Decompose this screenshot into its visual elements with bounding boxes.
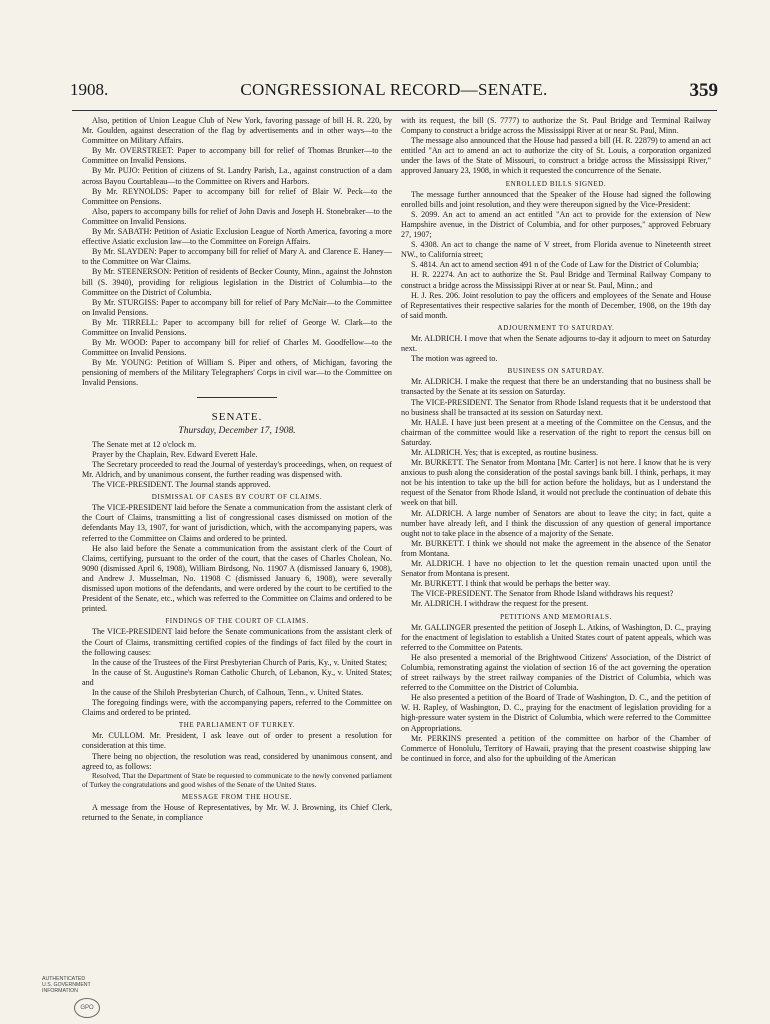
gpo-caption [42, 976, 102, 994]
paragraph: He also presented a memorial of the Brightwood Citizens' Association, of the District of Columbia, remonstrating against the violation of section 16 of the act governing the operation of street railways by the street railway companies of the District of Columbia, which was referred to the Committee on the District of Columbia. [401, 652, 711, 693]
business-block [401, 377, 711, 609]
paragraph: Mr. BURKETT. The Senator from Montana [Mr. Carter] is not here. I know that he is very anxious to push along the consideration of the postal savings bank bill. I think, perhaps, it may not be his intention to take up the bill for action before the holidays, but as I understand the request of the Senator from Rhode Island, it would not preclude the continuation of debate this week on that bill. [401, 458, 711, 508]
section-heading-adjournment: ADJOURNMENT TO SATURDAY. [497, 323, 615, 332]
paragraph: There being no objection, the resolution was read, considered by unanimous consent, and agreed to, as follows: [82, 751, 392, 771]
paragraph: Prayer by the Chaplain, Rev. Edward Everett Hale. [92, 449, 258, 459]
page-header [70, 80, 718, 102]
paragraph: By Mr. WOOD: Paper to accompany bill for relief of Charles M. Goodfellow—to the Committee on Invalid Pensions. [82, 338, 392, 358]
petitions-block [401, 623, 711, 764]
senate-opening-block [82, 440, 392, 490]
senate-date [82, 426, 392, 436]
senate-date-text: Thursday, December 17, 1908. [178, 425, 296, 436]
paragraph: The Secretary proceeded to read the Journal of yesterday's proceedings, when, on request of Mr. Aldrich, and by unanimous consent, the further reading was dispensed with. [82, 459, 392, 479]
paragraph: By Mr. YOUNG: Petition of William S. Piper and others, of Michigan, favoring the pensioning of members of the Military Telegraphers' Corps in civil war—to the Committee on Invalid Pensions. [82, 358, 392, 388]
paragraph: Mr. ALDRICH. I make the request that there be an understanding that no business shall be transacted by the Senate at its session on Saturday. [401, 377, 711, 397]
paragraph: Mr. BURKETT. I think that would be perhaps the better way. [411, 579, 611, 589]
turkey-block [82, 731, 392, 771]
senate-heading: SENATE. [211, 410, 263, 423]
right-column [401, 116, 711, 764]
paragraph: The VICE-PRESIDENT laid before the Senate communications from the assistant clerk of the Court of Claims, transmitting certified copies of the findings of fact filed by the court in the following causes: [82, 627, 392, 657]
paragraph: He also presented a petition of the Board of Trade of Washington, D. C., and the petition of W. H. Rapley, of Washington, D. C., praying for the enactment of legislation providing for a high-pressure water system in the District of Columbia, which were referred to the Committee on Appropriations. [401, 693, 711, 733]
paragraph: The message further announced that the Speaker of the House had signed the following enrolled bills and joint resolution, and they were thereupon signed by the Vice-President: [401, 189, 711, 209]
house-petitions-block [82, 116, 392, 389]
paragraph: Mr. HALE. I have just been present at a meeting of the Committee on the Census, and the chairman of the committee would like a reservation of the right to report the census bill on Saturday. [401, 417, 711, 447]
message-block [82, 803, 392, 823]
header-title: CONGRESSIONAL RECORD—SENATE. [240, 80, 548, 99]
paragraph: By Mr. PUJO: Petition of citizens of St. Landry Parish, La., against construction of a dam across Bayou Courtableau—to the Committee on Rivers and Harbors. [82, 166, 392, 186]
paragraph: H. R. 22274. An act to authorize the St. Paul Bridge and Terminal Railway Company to construct a bridge across the Mississippi River at or near St. Paul, Minn.; and [401, 270, 711, 290]
paragraph: S. 4308. An act to change the name of V street, from Florida avenue to Nineteenth street NW., to California street; [401, 240, 711, 260]
gpo-logo-icon: GPO [74, 998, 100, 1018]
paragraph: By Mr. OVERSTREET: Paper to accompany bill for relief of Thomas Brunker—to the Committee on Invalid Pensions. [82, 146, 392, 166]
gpo-caption-line: INFORMATION [42, 988, 78, 994]
paragraph: The foregoing findings were, with the accompanying papers, referred to the Committee on Claims and ordered to be printed. [82, 698, 392, 718]
paragraph: Mr. CULLOM. Mr. President, I ask leave out of order to present a resolution for consideration at this time. [82, 731, 392, 751]
paragraph: The VICE-PRESIDENT laid before the Senate a communication from the assistant clerk of the Court of Claims, transmitting a list of congressional cases dismissed on motion of the defendants May 13, 1907, for want of jurisdiction, which, with the accompanying papers, was referred to the Committee on Claims and ordered to be printed. [82, 503, 392, 543]
paragraph: He also laid before the Senate a communication from the assistant clerk of the Court of Claims, certifying, pursuant to the order of the court, that the cases of Charles Cholean, No. 9090 (dismissed April 6, 1908), William Birdsong, No. 11907 A (dismissed January 6, 1908), and Andrew J. Musselman, No. 11908 C (dismissed January 6, 1908), were severally dismissed upon motions of the defendants, and were ordered by the court to be certified to the President of the Senate, etc., which was referred to the Committee on Claims and ordered to be printed. [82, 543, 392, 614]
paragraph: By Mr. SLAYDEN: Paper to accompany bill for relief of Mary A. and Clarence E. Haney—to the Committee on War Claims. [82, 247, 392, 267]
paragraph: In the cause of the Shiloh Presbyterian Church, of Calhoun, Tenn., v. United States. [92, 687, 364, 697]
page-number: 359 [689, 80, 718, 101]
resolution-text: Resolved, That the Department of State be requested to communicate to the newly convened parliament of Turkey the congratulations and good wishes of the Senate of the United States. [82, 771, 392, 789]
paragraph: By Mr. SABATH: Petition of Asiatic Exclusion League of North America, favoring a more effective Asiatic exclusion law—to the Committee on Foreign Affairs. [82, 227, 392, 247]
section-heading-findings: FINDINGS OF THE COURT OF CLAIMS. [165, 617, 309, 626]
paragraph: By Mr. REYNOLDS: Paper to accompany bill for relief of Blair W. Peck—to the Committee on Pensions. [82, 186, 392, 206]
adjournment-block [401, 334, 711, 364]
paragraph: S. 4814. An act to amend section 491 n of the Code of Law for the District of Columbia; [411, 260, 699, 270]
paragraph: By Mr. TIRRELL: Paper to accompany bill for relief of George W. Clark—to the Committee on Invalid Pensions. [82, 317, 392, 337]
paragraph: By Mr. STEENERSON: Petition of residents of Becker County, Minn., against the Johnston bill (S. 3940), providing for religious legislation in the District of Columbia—to the Committee on the District of Columbia. [82, 267, 392, 297]
findings-block [82, 627, 392, 718]
paragraph: Mr. GALLINGER presented the petition of Joseph L. Atkins, of Washington, D. C., praying for the enactment of legislation to establish a United States court of patent appeals, which was referred to the Committee on Patents. [401, 622, 711, 652]
paragraph: with its request, the bill (S. 7777) to authorize the St. Paul Bridge and Terminal Railway Company to construct a bridge across the Mississippi River at or near St. Paul, Minn. [401, 116, 711, 136]
gpo-authentication-seal [42, 976, 102, 1016]
paragraph: Mr. ALDRICH. I have no objection to let the question remain unacted upon until the Senator from Montana is present. [401, 559, 711, 579]
paragraph: Mr. PERKINS presented a petition of the committee on harbor of the Chamber of Commerce of Honolulu, Territory of Hawaii, praying that the present coastwise shipping law be continued in force, and also for the upbuilding of the American [401, 733, 711, 763]
section-heading-enrolled: ENROLLED BILLS SIGNED. [505, 179, 607, 188]
paragraph: The VICE-PRESIDENT. The Senator from Rhode Island requests that it be understood that no business shall be transacted at its session on Saturday next. [401, 397, 711, 417]
paragraph: Mr. ALDRICH. I move that when the Senate adjourns to-day it adjourn to meet on Saturday next. [401, 333, 711, 354]
enrolled-block [401, 190, 711, 321]
paragraph: By Mr. STURGISS: Paper to accompany bill for relief of Pary McNair—to the Committee on Invalid Pensions. [82, 297, 392, 317]
section-heading-business: BUSINESS ON SATURDAY. [507, 367, 605, 376]
paragraph: Mr. ALDRICH. Yes; that is excepted, as routine business. [411, 448, 599, 457]
header-rule [72, 110, 717, 111]
paragraph: Mr. BURKETT. I think we should not make the agreement in the absence of the Senator from Montana. [401, 538, 711, 558]
paragraph: Mr. ALDRICH. A large number of Senators are about to leave the city; in fact, quite a number have already left, and I think the discussion of any question of general importance ought not to take place in the absence of a majority of the Senate. [401, 508, 711, 538]
paragraph: S. 2099. An act to amend an act entitled "An act to provide for the extension of New Hampshire avenue, in the District of Columbia, and for other purposes," approved February 27, 1907; [401, 209, 711, 240]
paragraph: A message from the House of Representatives, by Mr. W. J. Browning, its Chief Clerk, returned to the Senate, in compliance [82, 802, 392, 822]
paragraph: Mr. ALDRICH. I withdraw the request for the present. [411, 599, 589, 609]
left-column [82, 116, 392, 823]
paragraph: The message also announced that the House had passed a bill (H. R. 22879) to amend an act entitled "An act to amend an act to authorize the city of St. Louis, a corporation organized under the laws of the State of Missouri, to construct a bridge across the Mississippi River," approved January 23, 1908, in which it requested the concurrence of the Senate. [401, 136, 711, 176]
gpo-caption-line: AUTHENTICATED [42, 976, 86, 982]
section-heading-petitions: PETITIONS AND MEMORIALS. [500, 612, 612, 621]
paragraph: H. J. Res. 206. Joint resolution to pay the officers and employees of the Senate and House of Representatives their respective salaries for the month of December, 1908, on the 19th day of said month. [401, 290, 711, 320]
dismissal-block [82, 503, 392, 614]
paragraph: The VICE-PRESIDENT. The Senator from Rhode Island withdraws his request? [411, 589, 674, 599]
paragraph: Also, papers to accompany bills for relief of John Davis and Joseph H. Stonebraker—to the Committee on Invalid Pensions. [82, 206, 392, 226]
section-divider [197, 397, 277, 398]
message-continued-block [401, 116, 711, 177]
paragraph: The Senate met at 12 o'clock m. [92, 439, 197, 449]
paragraph: The VICE-PRESIDENT. The Journal stands approved. [92, 480, 271, 490]
paragraph: In the cause of the Trustees of the First Presbyterian Church of Paris, Ky., v. United States; [92, 657, 388, 667]
header-year: 1908. [70, 80, 109, 99]
section-heading-turkey: THE PARLIAMENT OF TURKEY. [178, 721, 296, 730]
paragraph: The motion was agreed to. [411, 354, 498, 364]
paragraph: Also, petition of Union League Club of New York, favoring passage of bill H. R. 220, by Mr. Goulden, against desecration of the flag by advertisements and in other ways—to the Committee on Military Affairs. [82, 116, 392, 146]
section-heading-message: MESSAGE FROM THE HOUSE. [181, 792, 293, 801]
gpo-caption-line: U.S. GOVERNMENT [42, 982, 91, 988]
paragraph: In the cause of St. Augustine's Roman Catholic Church, of Lebanon, Ky., v. United States; and [82, 667, 392, 687]
section-heading-dismissal: DISMISSAL OF CASES BY COURT OF CLAIMS. [151, 493, 323, 502]
